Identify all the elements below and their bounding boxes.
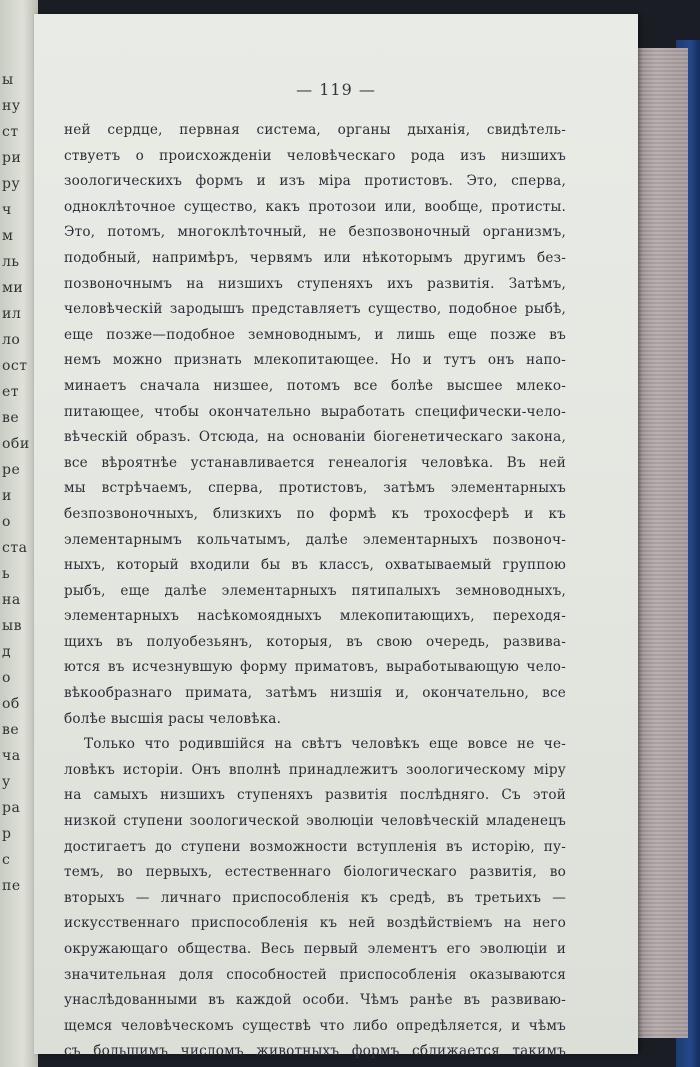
text-line: ней сердце, первная система, органы дыханія, свидѣтель- bbox=[64, 122, 566, 138]
text-line: элементарныхъ насѣкомоядныхъ млекопитающихъ, переходя- bbox=[64, 608, 566, 625]
text-line: ловѣкъ исторіи. Онъ вполнѣ принадлежитъ зоологическому міру bbox=[64, 761, 566, 778]
left-page-text-fragment: ве bbox=[2, 722, 20, 738]
text-line: достигаетъ до ступени возможности вступленія въ исторію, пу- bbox=[64, 838, 566, 855]
left-page-text-fragment: ч bbox=[2, 202, 12, 218]
text-line: искусственнаго приспособленія къ ней воздѣйствіемъ на него bbox=[64, 915, 566, 932]
left-page-text-fragment: об bbox=[2, 696, 20, 712]
text-line: немъ можно признать млекопитающее. Но и тутъ онъ напо- bbox=[64, 352, 566, 369]
left-page-text-fragment: оби bbox=[2, 436, 30, 452]
left-page-text-fragment: с bbox=[2, 852, 11, 868]
left-page-text-fragment: на bbox=[2, 592, 21, 608]
text-line: элементарнымъ кольчатымъ, далѣе элементарныхъ позвоноч- bbox=[64, 531, 566, 548]
text-line: темъ, во первыхъ, естественнаго біологическаго развитія, во bbox=[64, 864, 566, 881]
text-line: низкой ступени зоологической эволюціи человѣческій младенецъ bbox=[64, 813, 566, 830]
left-page-text-fragment: ми bbox=[2, 280, 24, 296]
text-line: вторыхъ — личнаго приспособленія къ средѣ, въ третьихъ — bbox=[64, 889, 566, 906]
page-block-edge bbox=[636, 48, 688, 1038]
text-line: позвоночнымъ на низшихъ ступеняхъ ихъ развитія. Затѣмъ, bbox=[64, 275, 566, 292]
text-line: унаслѣдованными въ каждой особи. Чѣмъ ранѣе въ развиваю- bbox=[64, 992, 566, 1009]
text-line: окружающаго общества. Весь первый элементъ его эволюціи и bbox=[64, 941, 566, 957]
left-page-text-fragment: ча bbox=[2, 748, 21, 764]
text-line: все вѣроятнѣе устанавливается генеалогія человѣка. Въ ней bbox=[64, 454, 566, 471]
page-body-text bbox=[64, 118, 566, 1065]
text-line: съ большимъ числомъ животныхъ формъ сближается такимъ bbox=[64, 1043, 566, 1060]
book-page bbox=[34, 14, 638, 1060]
left-page-text-fragment: о bbox=[2, 514, 11, 530]
page-number: — 119 — bbox=[296, 80, 376, 99]
left-page-text-fragment: пе bbox=[2, 878, 21, 894]
left-page-text-fragment: у bbox=[2, 774, 11, 790]
text-line: еще позже—подобное земноводнымъ, и лишь еще позже въ bbox=[64, 326, 566, 343]
text-line: подобный, напримѣръ, червямъ или нѣкоторымъ другимъ без- bbox=[64, 249, 566, 266]
left-page-text-fragment: ст bbox=[2, 124, 19, 140]
left-page-text-fragment: ы bbox=[2, 72, 14, 88]
text-line: минаетъ сначала низшее, потомъ все болѣе высшее млеко- bbox=[64, 377, 566, 394]
left-page-text-fragment: ре bbox=[2, 462, 21, 478]
left-page-text-fragment: ль bbox=[2, 254, 20, 270]
left-page-text-fragment: м bbox=[2, 228, 14, 244]
left-page-text-fragment: ри bbox=[2, 150, 22, 166]
text-line: щихъ въ полуобезьянъ, которыя, въ свою очередь, развива- bbox=[64, 633, 566, 650]
left-page-text-fragment: ра bbox=[2, 800, 21, 816]
text-line: щемся человѣческомъ существѣ что либо опредѣляется, и чѣмъ bbox=[64, 1017, 566, 1034]
left-page-text-fragment: ил bbox=[2, 306, 22, 322]
left-page-text-fragment: ло bbox=[2, 332, 21, 348]
left-page-text-fragment: ыв bbox=[2, 618, 23, 634]
text-line: зоологическихъ формъ и изъ міра протистовъ. Это, сперва, bbox=[64, 173, 566, 190]
text-line: вѣкообразнаго примата, затѣмъ низшія и, окончательно, все bbox=[64, 685, 566, 702]
text-line: ются въ исчезнувшую форму приматовъ, выработывающую чело- bbox=[64, 659, 566, 676]
left-page-text-fragment: ну bbox=[2, 98, 21, 114]
left-page-text-fragment: ост bbox=[2, 358, 28, 374]
left-page-text-fragment: ру bbox=[2, 176, 21, 192]
text-line: питающее, чтобы окончательно выработать специфически-чело- bbox=[64, 403, 566, 420]
left-page-edge bbox=[0, 0, 38, 1067]
text-line: вѣческій образъ. Отсюда, на основаніи біогенетическаго закона, bbox=[64, 429, 566, 446]
left-page-text-fragment: ве bbox=[2, 410, 20, 426]
text-line: значительная доля способностей приспособленія оказываются bbox=[64, 966, 566, 983]
left-page-text-fragment: и bbox=[2, 488, 12, 504]
text-line: ныхъ, который входили бы въ классъ, охватываемый группою bbox=[64, 557, 566, 574]
text-line: одноклѣточное существо, какъ протозои или, вообще, протисты. bbox=[64, 198, 566, 215]
text-line: человѣческій зародышъ представляетъ существо, подобное рыбѣ, bbox=[64, 301, 566, 318]
text-line: мы встрѣчаемъ, сперва, протистовъ, затѣмъ элементарныхъ bbox=[64, 480, 566, 497]
text-line: ствуетъ о происхожденіи человѣческаго рода изъ низшихъ bbox=[64, 147, 566, 164]
text-line: Это, потомъ, многоклѣточный, не безпозвоночный организмъ, bbox=[64, 224, 566, 241]
left-page-text-fragment: о bbox=[2, 670, 11, 686]
left-page-text-fragment: ста bbox=[2, 540, 28, 556]
text-line: безпозвоночныхъ, близкихъ по формѣ къ трохосферѣ и къ bbox=[64, 505, 566, 522]
text-line: Только что родившійся на свѣтъ человѣкъ еще вовсе не че- bbox=[84, 736, 566, 753]
text-line: болѣе высшія расы человѣка. bbox=[64, 710, 282, 727]
text-line: рыбъ, еще далѣе элементарныхъ пятипалыхъ земноводныхъ, bbox=[64, 582, 566, 599]
text-line: на самыхъ низшихъ ступеняхъ развитія послѣдняго. Съ этой bbox=[64, 787, 566, 804]
left-page-text-fragment: ь bbox=[2, 566, 11, 582]
left-page-text-fragment: р bbox=[2, 826, 12, 842]
left-page-text-fragment: ет bbox=[2, 384, 20, 400]
left-page-text-fragment: д bbox=[2, 644, 12, 660]
